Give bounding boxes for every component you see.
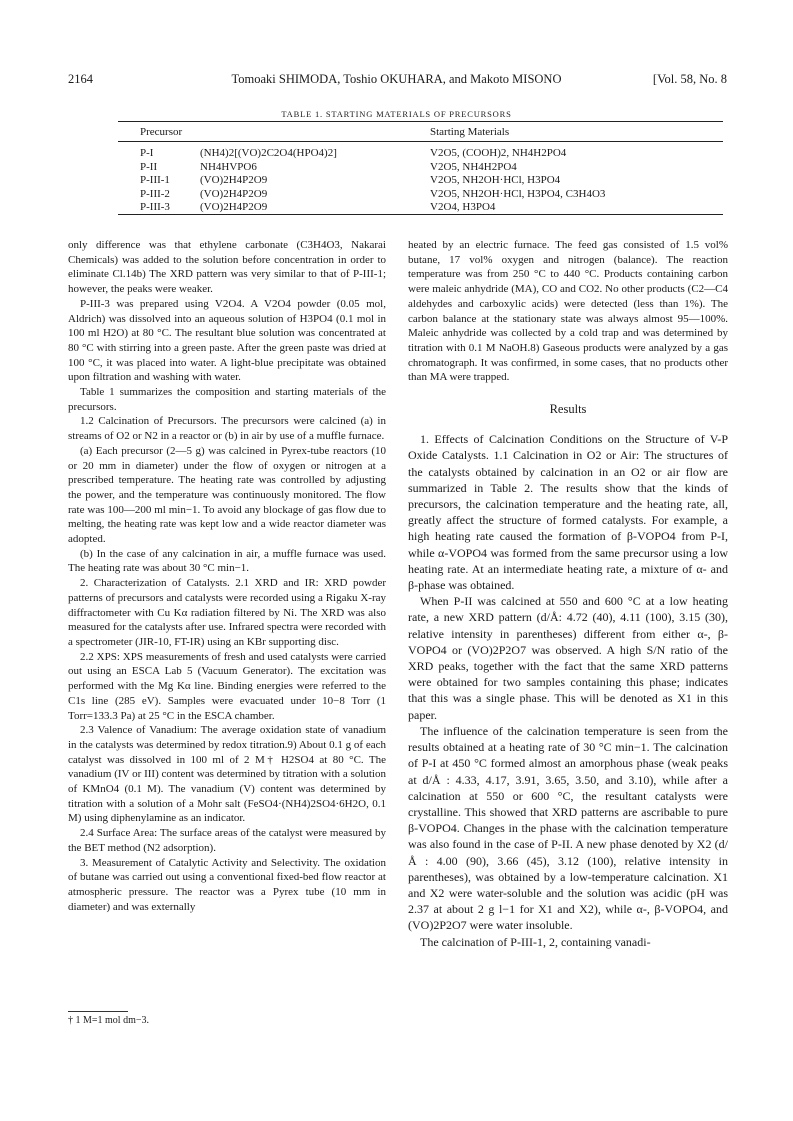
- cell-formula: (VO)2H4P2O9: [200, 187, 268, 200]
- paragraph: The influence of the calcination temperature is seen from the results obtained at a heating rate of 30 °C min−1. The calcination of P-I at 450 °C formed almost an amorphous phase (weak peaks at d/Å : 4.33, 4.17, 3.91, 3.65, 3.50, and 3.10), while after a calcination at 550 or 600 °C, the resultant catalysts were crystalline. This showed that XRD patterns are ascribable to pure β-VOPO4. Changes in the phase with the calcination temperature was also found in the case of P-II. A new phase denoted by X2 (d/ Å : 4.00 (90), 3.66 (45), 3.12 (100), relative intensity in parentheses), was obtained by a low-temperature calcination. X1 and X2 were water-soluble and the solution was acidic (pH was 2.37 at about 2 g l−1 for X1 and X2), while α-, β-VOPO4, and (VO)2P2O7 were water insoluble.: [408, 723, 728, 933]
- cell-precursor: P-III-1: [140, 174, 170, 186]
- paragraph: Table 1 summarizes the composition and starting materials of the precursors.: [68, 386, 386, 413]
- table-header-row: [118, 125, 723, 143]
- running-header: [0, 72, 793, 88]
- paragraph: When P-II was calcined at 550 and 600 °C at a low heating rate, a new XRD pattern (d/Å: 4.72 (40), 4.11 (100), 3.15 (30), relative intensity in parentheses) different from either α-, β-VOPO4 or (VO)2P2O7 was observed. A high S/N ratio of the XRD peaks, together with the fact that the same XRD patterns were obtained for two samples containing this phase; indicates that this was a single phase. This will be denoted as X1 in this paper.: [408, 594, 728, 722]
- cell-materials: V2O5, NH4H2PO4: [430, 160, 517, 173]
- cell-materials: V2O5, NH2OH·HCl, H3PO4: [430, 174, 561, 186]
- col-header-formula: [200, 125, 430, 143]
- paragraph: 1.2 Calcination of Precursors. The precursors were calcined (a) in streams of O2 or N2 in a reactor or (b) in air by use of a muffle furnace.: [68, 415, 386, 443]
- cell-precursor: P-III-3: [140, 201, 170, 213]
- paragraph: 1. Effects of Calcination Conditions on the Structure of V-P Oxide Catalysts. 1.1 Calcination in O2 or Air: The structures of the catalysts obtained by calcination in an O2 or air flow are summarized in Table 2. The results show that the kinds of precursors, the calcination temperature and the heating rate, all, greatly affect the structure of formed catalysts. For example, a high heating rate caused the formation of β-VOPO4 from P-I, while α-VOPO4 was formed from the same precursor using a low heating rate. At an intermediate heating rate, a mixture of α- and β-phase was obtained.: [408, 432, 728, 593]
- col-header-precursor: Precursor: [140, 126, 183, 138]
- right-column: [408, 238, 728, 950]
- paragraph: 2.3 Valence of Vanadium: The average oxidation state of vanadium in the catalysts was determined by redox titration.9) About 0.1 g of each catalyst was dissolved in 100 ml of 2 M† H2SO4 at 80 °C. The vanadium (IV or III) content was determined by titration with a solution of KMnO4 (0.1 M). The vanadium (V) content was determined by titration with a solution of a Mohr salt (FeSO4·(NH4)2SO4·6H2O, 0.1 M) using diphenylamine as an indicator.: [68, 724, 386, 825]
- paragraph: (b) In the case of any calcination in air, a muffle furnace was used. The heating rate was about 30 °C min−1.: [68, 547, 386, 575]
- paragraph: 2.4 Surface Area: The surface areas of the catalyst were measured by the BET method (N2 adsorption).: [68, 827, 386, 854]
- table-caption: TABLE 1. STARTING MATERIALS OF PRECURSORS: [281, 109, 512, 119]
- page-number: 2164: [68, 72, 93, 86]
- cell-materials: V2O5, NH2OH·HCl, H3PO4, C3H4O3: [430, 187, 606, 200]
- table-row: [118, 201, 723, 215]
- left-column: [68, 238, 386, 914]
- paragraph: heated by an electric furnace. The feed gas consisted of 1.5 vol% butane, 17 vol% oxygen and nitrogen (balance). The reaction temperature was from 250 °C to 440 °C. Products containing carbon were maleic anhydride (MA), CO and CO2. No other products (C2—C4 aldehydes and carboxylic acids) were detected (less than 1%). The carbon balance at the stationary state was always almost 95—100%. Maleic anhydride was collected by a cold trap and was determined by titration with 0.1 M NaOH.8) Gaseous products were analyzed by a gas chromatograph. It was confirmed, in some cases, that no products other than MA were trapped.: [408, 239, 728, 384]
- footnote: † 1 M=1 mol dm−3.: [68, 1015, 150, 1026]
- paragraph: (a) Each precursor (2—5 g) was calcined in Pyrex-tube reactors (10 or 20 mm in diameter) under the flow of oxygen or nitrogen at a prescribed temperature. The heating rate was controlled by adjusting the power, and the temperature was continuously monitored. The flow rate was 100—200 ml min−1. To avoid any blockage of gas flow due to melting, the heating rate was kept low and a wide reactor diameter was adopted.: [68, 444, 386, 546]
- cell-formula: (VO)2H4P2O9: [200, 174, 268, 186]
- paragraph: 2.2 XPS: XPS measurements of fresh and used catalysts were carried out using an ESCA Lab 5 (Vacuum Generator). The excitation was performed with the Mg Kα line. Binding energies were referred to the C1s line (285 eV). Samples were evacuated under 10−8 Torr (1 Torr=133.3 Pa) at 25 °C in the ESCA chamber.: [68, 650, 386, 722]
- running-authors: Tomoaki SHIMODA, Toshio OKUHARA, and Makoto MISONO: [231, 72, 562, 86]
- paragraph: P-III-3 was prepared using V2O4. A V2O4 powder (0.05 mol, Aldrich) was dissolved into an aqueous solution of H3PO4 (0.1 mol in 100 ml H2O) at 80 °C. The resultant blue solution was concentrated at 80 °C with stirring into a green paste. After the green paste was dried at 100 °C, it was placed into water. A light-blue precipitate was obtained upon filtration and washing with water.: [68, 297, 386, 384]
- paragraph: The calcination of P-III-1, 2, containing vanadi-: [420, 934, 651, 949]
- table-row: [118, 188, 723, 202]
- cell-precursor: P-II: [140, 160, 158, 173]
- cell-materials: V2O4, H3PO4: [430, 201, 496, 213]
- table-row: [118, 174, 723, 188]
- cell-materials: V2O5, (COOH)2, NH4H2PO4: [430, 147, 567, 159]
- cell-formula: NH4HVPO6: [200, 160, 257, 173]
- paragraph: 2. Characterization of Catalysts. 2.1 XRD and IR: XRD powder patterns of precursors and catalysts were recorded using a Rigaku X-ray diffractometer with Cu Kα radiation filtered by Ni. The XRD was also measured for the catalysts after use. Infrared spectra were recorded with a spectrometer (JIR-10, FT-IR) using an KBr supporting disc.: [68, 577, 386, 648]
- section-heading: Results: [549, 402, 587, 417]
- cell-formula: (VO)2H4P2O9: [200, 201, 268, 213]
- cell-precursor: P-III-2: [140, 187, 170, 200]
- paragraph: only difference was that ethylene carbonate (C3H4O3, Nakarai Chemicals) was added to the solution before concentration in order to eliminate Cl.14b) The XRD pattern was very similar to that of P-III-1; however, the peaks were weaker.: [68, 239, 386, 296]
- col-header-starting-materials: Starting Materials: [430, 126, 510, 138]
- paragraph: 3. Measurement of Catalytic Activity and Selectivity. The oxidation of butane was carried out using a conventional fixed-bed flow reactor at atmospheric pressure. The reactor was a Pyrex tube (10 mm in diameter) and was externally: [68, 856, 386, 913]
- volume-issue: [Vol. 58, No. 8: [652, 72, 727, 86]
- table-top-rule: [118, 121, 723, 122]
- cell-precursor: P-I: [140, 147, 154, 159]
- precursor-table: [118, 125, 723, 211]
- table-row: [118, 147, 723, 161]
- table-row: [118, 161, 723, 175]
- footnote-rule: [68, 1011, 128, 1012]
- cell-formula: (NH4)2[(VO)2C2O4(HPO4)2]: [200, 147, 337, 159]
